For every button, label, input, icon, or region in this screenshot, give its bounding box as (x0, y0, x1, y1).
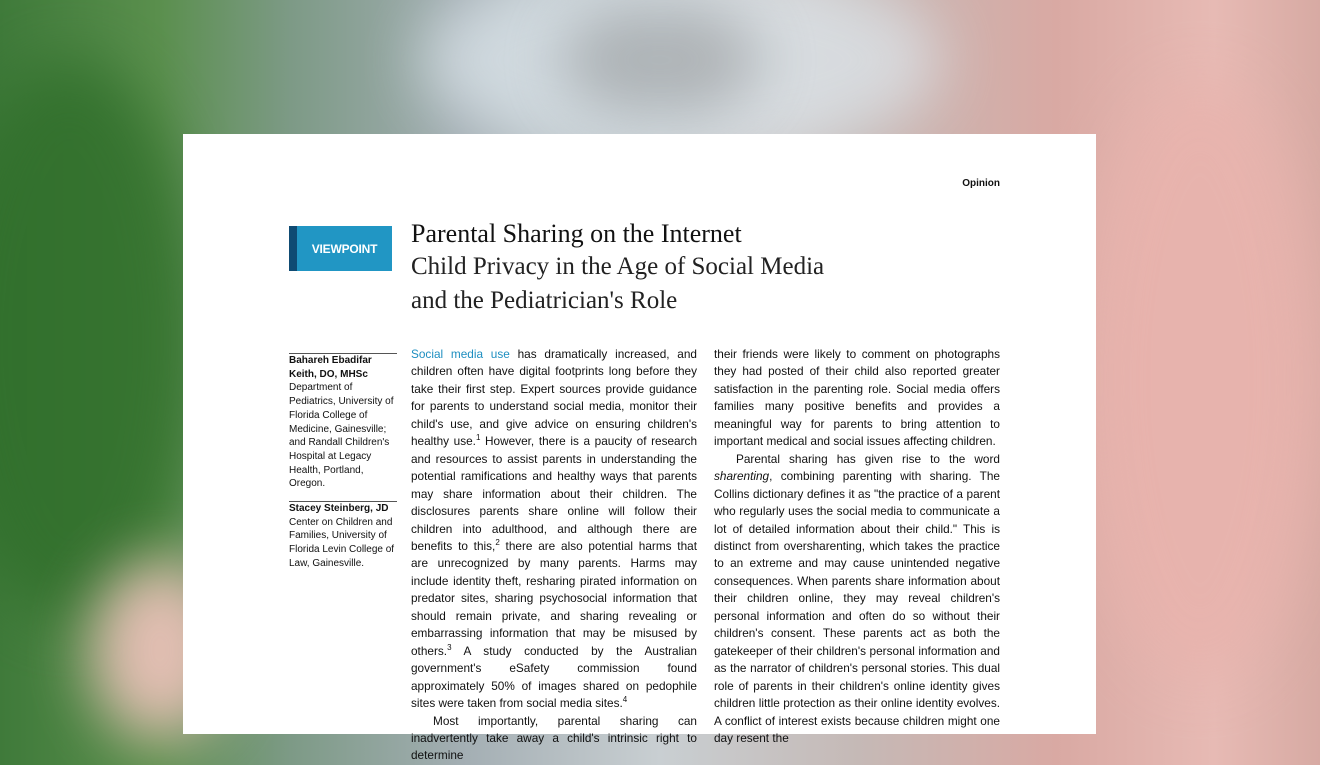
article-page (183, 134, 1096, 763)
background-blur-pink (1080, 80, 1320, 680)
author-1-affiliation: Department of Pediatrics, University of Florida College of Medicine, Gainesville; and Randall Children's Hospital at Legacy Health, Portland, Oregon. (289, 382, 394, 490)
left-p1-text-d: A study conducted by the Australian government's eSafety commission found approximately 50% of images shared on pedophile sites were taken from social media sites. (411, 643, 697, 711)
article-title: Parental Sharing on the Internet (411, 219, 742, 248)
reference-1: 1 (475, 433, 481, 443)
author-1 (289, 353, 397, 491)
reference-3: 3 (447, 642, 452, 652)
body-column-left (411, 346, 697, 765)
author-1-name-line1: Bahareh Ebadifar (289, 355, 372, 366)
author-sidebar (289, 353, 397, 581)
article-subtitle-line1: Child Privacy in the Age of Social Media (411, 253, 825, 280)
left-paragraph-1 (411, 346, 697, 713)
left-p1-text-a: has dramatically increased, and children often have digital footprints long before they take their first step. Expert sources provide guidance for parents to understand social media, monitor their child's use, and give advice on ensuring children's healthy use. (411, 347, 697, 449)
author-2-affiliation: Center on Children and Families, University of Florida Levin College of Law, Gainesville. (289, 516, 395, 569)
right-paragraph-2 (714, 451, 1000, 748)
right-p2-text-a: Parental sharing has given rise to the word (736, 451, 1000, 466)
author-1-name-line2: Keith, DO, MHSc (289, 368, 368, 380)
right-p2-text-b: , combining parenting with sharing. The Collins dictionary defines it as "the practice of a parent who regularly uses the social media to communicate a lot of detailed information about their child." This is distinct from oversharenting, which takes the practice to an extreme and may cause unintended negative consequences. When parents share information about their children online, they may reveal children's personal information and often do so without their children's consent. These parents act as both the gatekeeper of their children's personal information and as the narrator of children's personal stories. This dual role of parents in their children's online identity gives children little protection as their online identity evolves. A conflict of interest exists because children might one day resent the (714, 469, 1000, 745)
background-blur-green (0, 60, 200, 620)
background-blur-gray (560, 0, 760, 120)
left-paragraph-2: Most importantly, parental sharing can inadvertently take away a child's intrinsic right to determine (411, 713, 697, 763)
section-label: Opinion (962, 178, 1000, 189)
sharenting-term: sharenting (714, 469, 770, 484)
viewpoint-badge: VIEWPOINT (289, 226, 392, 271)
left-p1-text-b: However, there is a paucity of research and resources to assist parents in understanding the potential ramifications and healthy ways that parents may share information about their children. The disclosures parents share online will follow their children into adulthood, and although there are benefits to this, (411, 434, 698, 553)
title-block (411, 218, 1011, 318)
body-column-right (714, 346, 1000, 747)
right-paragraph-1: their friends were likely to comment on photographs they had posted of their child also reported greater satisfaction in the parenting role. Social media offers families many positive benefits and provides a meaningful way for parents to bring attention to important medical and social issues affecting children. (714, 347, 1000, 449)
article-subtitle-line2: and the Pediatrician's Role (411, 287, 678, 314)
author-2 (289, 501, 397, 571)
reference-2: 2 (495, 538, 500, 548)
lead-in-phrase: Social media use (411, 347, 510, 361)
left-p1-text-c: there are also potential harms that are unrecognized by many parents. Harms may include identity theft, resharing pirated information on predator sites, sharing psychosocial information that should remain private, and sharing revealing or embarrassing information that may be misused by others. (411, 538, 697, 658)
reference-4: 4 (622, 695, 628, 705)
author-2-name: Stacey Steinberg, JD (289, 503, 389, 515)
